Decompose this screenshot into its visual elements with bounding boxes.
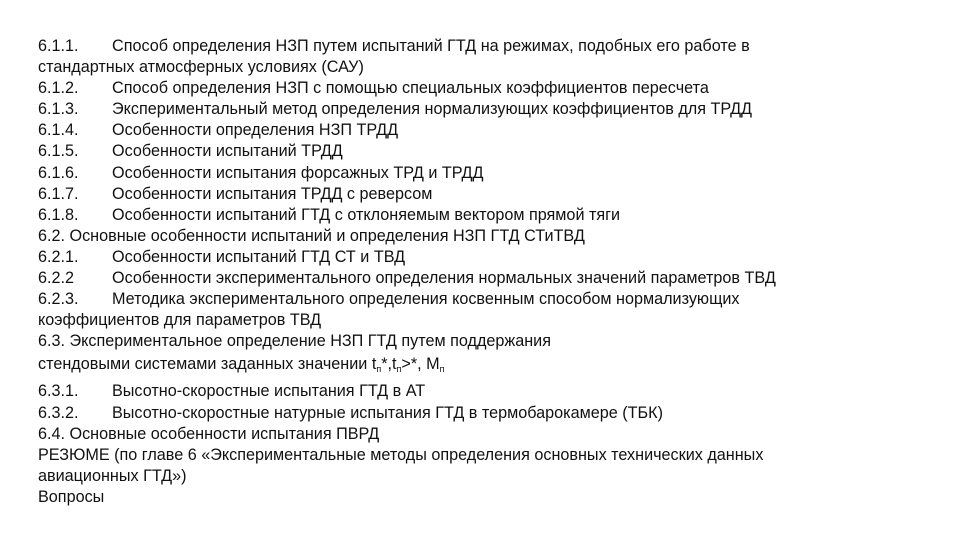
entry-number: 6.1.3.	[38, 100, 79, 119]
subscript: п	[376, 364, 382, 375]
entry-number: 6.1.2.	[38, 79, 79, 98]
toc-entry-6-1-3	[38, 99, 928, 120]
toc-resume: РЕЗЮМЕ (по главе 6 «Экспериментальные методы определения основных технических данных	[38, 445, 764, 464]
toc-entry-6-1-7	[38, 184, 928, 205]
toc-section-6-4: 6.4. Основные особенности испытания ПВРД	[38, 424, 380, 443]
toc-entry-6-3-1	[38, 381, 928, 402]
toc-questions: Вопросы	[38, 487, 105, 506]
entry-title: Особенности испытаний ТРДД	[112, 142, 343, 161]
toc-entry-6-1-1	[38, 36, 928, 57]
entry-title: Особенности испытания ТРДД с реверсом	[112, 184, 433, 203]
toc-entry-6-1-5	[38, 141, 928, 162]
entry-number: 6.1.5.	[38, 142, 79, 161]
subscript: п	[396, 364, 402, 375]
toc-entry-6-1-4	[38, 120, 928, 141]
section-text: >*, M	[401, 355, 440, 374]
entry-number: 6.1.1.	[38, 37, 79, 55]
entry-number: 6.1.4.	[38, 121, 79, 140]
toc-section-6-2: 6.2. Основные особенности испытаний и определения НЗП ГТД СТиТВД	[38, 226, 585, 245]
entry-title: Особенности испытаний ГТД с отклоняемым вектором прямой тяги	[112, 205, 621, 224]
entry-title: Особенности испытаний ГТД СТ и ТВД	[112, 247, 406, 266]
toc-entry-6-2-1	[38, 247, 928, 268]
entry-title: Особенности экспериментального определения нормальных значений параметров ТВД	[112, 269, 776, 288]
entry-number: 6.2.1.	[38, 247, 79, 266]
entry-title: Методика экспериментального определения косвенным способом нормализующих	[112, 290, 740, 309]
entry-title: Способ определения НЗП путем испытаний ГТД на режимах, подобных его работе в	[112, 37, 750, 55]
entry-number: 6.3.1.	[38, 382, 79, 401]
toc-entry-6-1-2	[38, 78, 928, 99]
section-text: *,t	[381, 355, 397, 374]
toc-entry-6-2-3-continuation: коэффициентов для параметров ТВД	[38, 311, 322, 330]
entry-number: 6.3.2.	[38, 403, 79, 422]
entry-number: 6.1.6.	[38, 163, 79, 182]
entry-title: Особенности определения НЗП ТРДД	[112, 121, 399, 140]
entry-number: 6.1.7.	[38, 184, 79, 203]
entry-title: Особенности испытания форсажных ТРД и ТРДД	[112, 163, 484, 182]
toc-section-6-3-continuation	[38, 352, 928, 381]
section-text: стендовыми системами заданных значении t	[38, 355, 377, 374]
entry-title: Способ определения НЗП с помощью специальных коэффициентов пересчета	[112, 79, 709, 98]
entry-number: 6.1.8.	[38, 205, 79, 224]
toc-entry-6-2-3	[38, 289, 928, 310]
table-of-contents	[38, 36, 928, 508]
subscript: п	[439, 364, 445, 375]
toc-entry-6-1-1-continuation: стандартных атмосферных условиях (САУ)	[38, 58, 364, 77]
entry-number: 6.2.2	[38, 269, 75, 288]
entry-title: Высотно-скоростные испытания ГТД в АТ	[112, 382, 426, 401]
toc-resume-continuation: авиационных ГТД»)	[38, 466, 187, 485]
toc-entry-6-1-6	[38, 163, 928, 184]
toc-entry-6-2-2	[38, 268, 928, 289]
toc-entry-6-1-8	[38, 205, 928, 226]
entry-title: Высотно-скоростные натурные испытания ГТД в термобарокамере (ТБК)	[112, 403, 663, 422]
entry-number: 6.2.3.	[38, 290, 79, 309]
toc-entry-6-3-2	[38, 403, 928, 424]
entry-title: Экспериментальный метод определения нормализующих коэффициентов для ТРДД	[112, 100, 753, 119]
toc-section-6-3: 6.3. Экспериментальное определение НЗП ГТД путем поддержания	[38, 332, 551, 351]
